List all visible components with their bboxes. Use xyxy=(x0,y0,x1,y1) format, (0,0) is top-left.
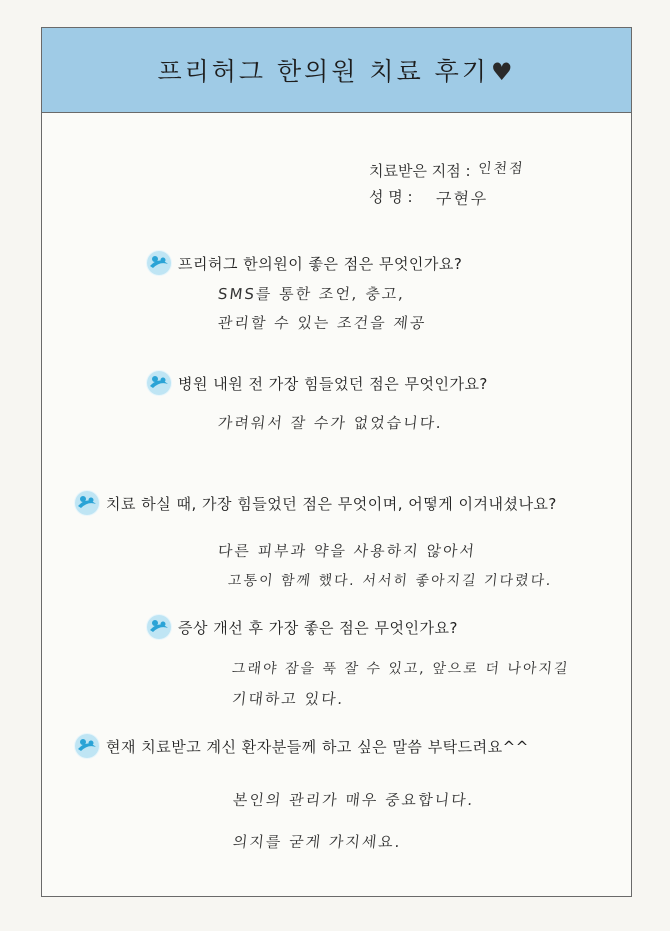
question-1-text: 프리허그 한의원이 좋은 점은 무엇인가요? xyxy=(178,254,463,273)
freehug-logo-icon xyxy=(74,490,100,516)
answer-2-line-1: 가려워서 잘 수가 없었습니다. xyxy=(217,414,444,432)
question-1 xyxy=(146,250,462,276)
review-form xyxy=(41,27,632,897)
answer-3-line-1: 다른 피부과 약을 사용하지 않아서 xyxy=(217,542,477,560)
answer-1-line-1: SMS를 통한 조언, 충고, xyxy=(217,285,407,303)
question-4-text: 증상 개선 후 가장 좋은 점은 무엇인가요? xyxy=(178,618,458,637)
freehug-logo-icon xyxy=(74,733,100,759)
freehug-logo-icon xyxy=(146,370,172,396)
question-4 xyxy=(146,614,458,640)
question-2 xyxy=(146,370,488,396)
name-label: 성 명 : xyxy=(369,188,413,206)
name-value: 구현우 xyxy=(434,189,490,208)
heart-icon: ♥ xyxy=(490,58,516,86)
answer-5-line-2: 의지를 굳게 가지세요. xyxy=(232,833,403,851)
answer-5-line-1: 본인의 관리가 매우 중요합니다. xyxy=(232,791,476,809)
question-2-text: 병원 내원 전 가장 힘들었던 점은 무엇인가요? xyxy=(178,374,488,393)
freehug-logo-icon xyxy=(146,614,172,640)
answer-4-line-1: 그래야 잠을 푹 잘 수 있고, 앞으로 더 나아지길 xyxy=(231,661,571,677)
branch-value: 인천점 xyxy=(477,161,526,177)
freehug-logo-icon xyxy=(146,250,172,276)
form-title-text: 프리허그 한의원 치료 후기 xyxy=(157,57,489,86)
form-header xyxy=(42,28,631,113)
form-title xyxy=(157,52,515,88)
answer-3-line-2: 고통이 함께 했다. 서서히 좋아지길 기다렸다. xyxy=(227,573,554,589)
branch-label: 치료받은 지점 : xyxy=(369,162,471,180)
answer-4-line-2: 기대하고 있다. xyxy=(231,690,346,708)
question-5-text: 현재 치료받고 계신 환자분들께 하고 싶은 말씀 부탁드려요^^ xyxy=(106,737,529,756)
question-3 xyxy=(74,490,557,516)
question-3-text: 치료 하실 때, 가장 힘들었던 점은 무엇이며, 어떻게 이겨내셨나요? xyxy=(106,494,557,513)
answer-1-line-2: 관리할 수 있는 조건을 제공 xyxy=(217,314,428,332)
question-5 xyxy=(74,733,529,759)
